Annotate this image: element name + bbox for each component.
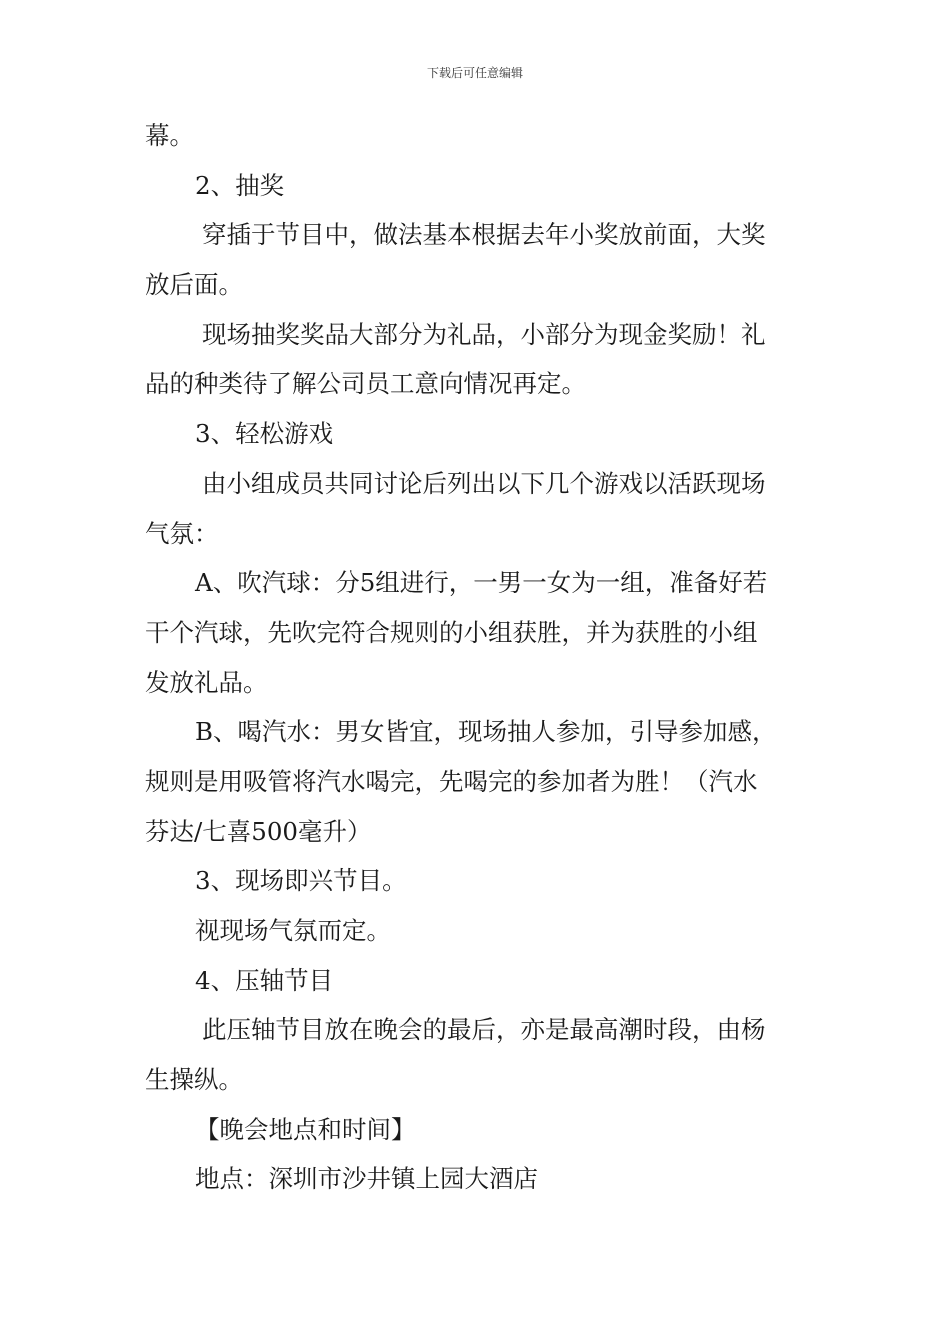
text-line: 4、压轴节目 xyxy=(195,965,334,995)
page-header: 下载后可任意编辑 xyxy=(426,66,523,80)
text-line: B、喝汽水：男女皆宜，现场抽人参加，引导参加感， xyxy=(195,717,777,747)
text-line: 3、现场即兴节目。 xyxy=(195,866,407,896)
text-line: 3、轻松游戏 xyxy=(195,419,334,449)
text-line: 2、抽奖 xyxy=(195,170,285,200)
text-line: 芬达/七喜500毫升） xyxy=(145,816,372,846)
text-line: 干个汽球，先吹完符合规则的小组获胜，并为获胜的小组 xyxy=(145,617,758,647)
text-line: 穿插于节目中，做法基本根据去年小奖放前面，大奖 xyxy=(202,220,766,250)
text-line: 【晚会地点和时间】 xyxy=(195,1114,416,1144)
text-line: 气氛： xyxy=(145,518,219,548)
text-line: 放后面。 xyxy=(145,270,243,300)
text-line: A、吹汽球：分5组进行，一男一女为一组，准备好若 xyxy=(195,568,768,598)
text-line: 视现场气氛而定。 xyxy=(195,916,391,945)
text-line: 此压轴节目放在晚会的最后，亦是最高潮时段，由杨 xyxy=(202,1015,766,1045)
text-line: 生操纵。 xyxy=(145,1065,243,1095)
text-line: 发放礼品。 xyxy=(145,667,268,697)
document-body xyxy=(145,121,810,1217)
text-line: 由小组成员共同讨论后列出以下几个游戏以活跃现场 xyxy=(202,468,766,498)
text-line: 品的种类待了解公司员工意向情况再定。 xyxy=(145,369,586,399)
text-line: 幕。 xyxy=(145,121,194,150)
text-line: 现场抽奖奖品大部分为礼品，小部分为现金奖励！礼 xyxy=(202,319,766,349)
text-line: 规则是用吸管将汽水喝完，先喝完的参加者为胜！（汽水 xyxy=(145,766,758,796)
text-line: 地点：深圳市沙井镇上园大酒店 xyxy=(195,1164,538,1194)
